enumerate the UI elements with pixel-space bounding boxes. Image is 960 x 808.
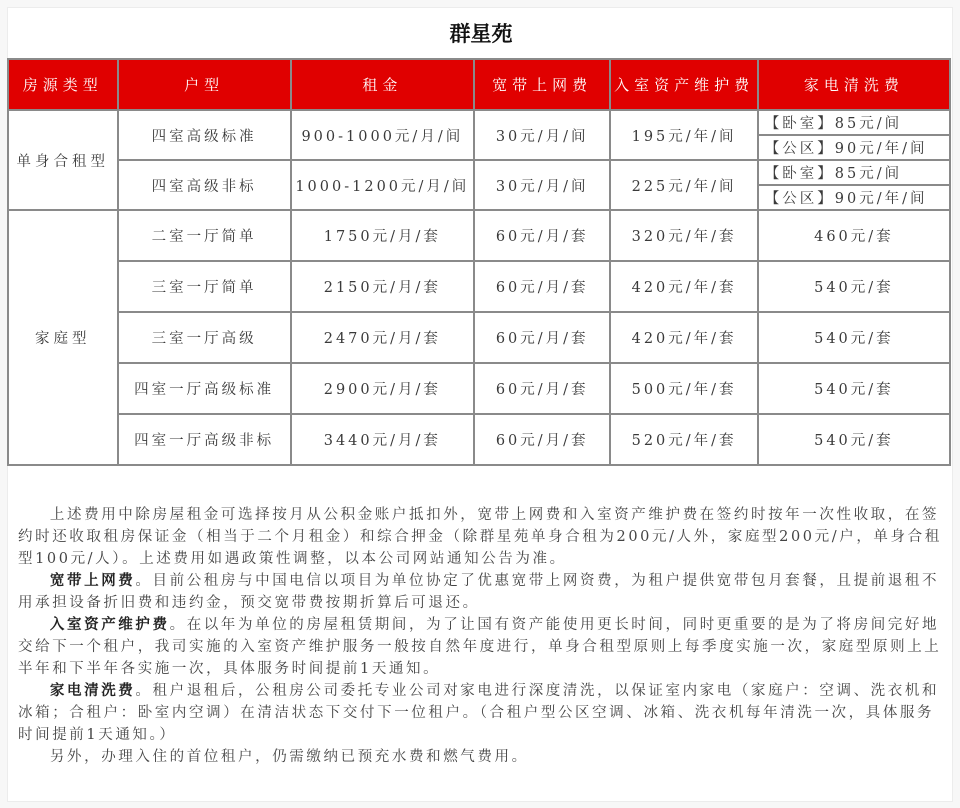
header-cleaning: 家电清洗费: [758, 59, 950, 110]
rent-cell: 2900元/月/套: [291, 363, 474, 414]
table-row: [8, 160, 950, 185]
table-row: [8, 261, 950, 312]
category-cell: 家庭型: [8, 210, 118, 465]
maintenance-cell: 420元/年/套: [610, 261, 757, 312]
unit-type-cell: 四室一厅高级标准: [118, 363, 291, 414]
header-maintenance: 入室资产维护费: [610, 59, 757, 110]
fee-notes: [18, 504, 948, 768]
note-maintenance-text: 。在以年为单位的房屋租赁期间，为了让国有资产能使用更长时间，同时更重要的是为了将房间完好地交给下一个租户，我司实施的入室资产维护服务一般按自然年度进行，单身合租型原则上每季度实施一次，家庭型原则上上半年和下半年各实施一次，具体服务时间提前1天通知。: [18, 617, 942, 677]
cleaning-cell: 460元/套: [758, 210, 950, 261]
maintenance-cell: 500元/年/套: [610, 363, 757, 414]
note-maintenance-label: 入室资产维护费: [49, 616, 170, 633]
unit-type-cell: 三室一厅简单: [118, 261, 291, 312]
maintenance-cell: 420元/年/套: [610, 312, 757, 363]
cleaning-cell: 540元/套: [758, 261, 950, 312]
note-cleaning: [18, 680, 948, 746]
header-broadband: 宽带上网费: [474, 59, 610, 110]
unit-type-cell: 三室一厅高级: [118, 312, 291, 363]
maintenance-cell: 225元/年/间: [610, 160, 757, 210]
header-rent: 租金: [291, 59, 474, 110]
broadband-cell: 60元/月/套: [474, 312, 610, 363]
note-cleaning-label: 家电清洗费: [49, 682, 136, 699]
cleaning-cell: 540元/套: [758, 414, 950, 465]
rent-cell: 1000-1200元/月/间: [291, 160, 474, 210]
note-broadband: [18, 570, 948, 614]
broadband-cell: 60元/月/套: [474, 363, 610, 414]
unit-type-cell: 四室高级标准: [118, 110, 291, 160]
broadband-cell: 30元/月/间: [474, 110, 610, 160]
note-maintenance: [18, 614, 948, 680]
cleaning-cell: 540元/套: [758, 363, 950, 414]
rent-cell: 900-1000元/月/间: [291, 110, 474, 160]
rent-cell: 2150元/月/套: [291, 261, 474, 312]
cleaning-bedroom-cell: 【卧室】85元/间: [758, 160, 950, 185]
rent-cell: 2470元/月/套: [291, 312, 474, 363]
category-cell: 单身合租型: [8, 110, 118, 210]
table-row: [8, 363, 950, 414]
table-header-row: [8, 59, 950, 110]
page-title: 群星苑: [449, 22, 513, 46]
cleaning-common-cell: 【公区】90元/年/间: [758, 185, 950, 210]
broadband-cell: 30元/月/间: [474, 160, 610, 210]
header-unit-type: 户型: [118, 59, 291, 110]
note-utilities: 另外，办理入住的首位租户，仍需缴纳已预充水费和燃气费用。: [49, 749, 529, 765]
note-broadband-text: 。目前公租房与中国电信以项目为单位协定了优惠宽带上网资费，为租户提供宽带包月套餐，且提前退租不用承担设备折旧费和违约金，预交宽带费按期折算后可退还。: [18, 573, 940, 611]
cleaning-bedroom-cell: 【卧室】85元/间: [758, 110, 950, 135]
rent-cell: 3440元/月/套: [291, 414, 474, 465]
broadband-cell: 60元/月/套: [474, 261, 610, 312]
table-row: [8, 210, 950, 261]
cleaning-cell: 540元/套: [758, 312, 950, 363]
table-row: [8, 110, 950, 135]
header-category: 房源类型: [8, 59, 118, 110]
table-row: [8, 414, 950, 465]
unit-type-cell: 四室高级非标: [118, 160, 291, 210]
rent-cell: 1750元/月/套: [291, 210, 474, 261]
note-broadband-label: 宽带上网费: [49, 572, 136, 589]
unit-type-cell: 二室一厅简单: [118, 210, 291, 261]
unit-type-cell: 四室一厅高级非标: [118, 414, 291, 465]
table-row: [8, 312, 950, 363]
cleaning-common-cell: 【公区】90元/年/间: [758, 135, 950, 160]
fee-table: [7, 58, 951, 466]
maintenance-cell: 320元/年/套: [610, 210, 757, 261]
maintenance-cell: 520元/年/套: [610, 414, 757, 465]
broadband-cell: 60元/月/套: [474, 414, 610, 465]
note-cleaning-text: 。租户退租后，公租房公司委托专业公司对家电进行深度清洗，以保证室内家电（家庭户：空调、洗衣机和冰箱；合租户：卧室内空调）在清洁状态下交付下一位租户。（合租户型公区空调、冰箱、洗衣机每年清洗一次，具体服务时间提前1天通知。）: [18, 683, 940, 743]
fee-card: [7, 7, 953, 802]
note-general: 上述费用中除房屋租金可选择按月从公积金账户抵扣外，宽带上网费和入室资产维护费在签约时按年一次性收取，在签约时还收取租房保证金（相当于二个月租金）和综合押金（除群星苑单身合租为200元/人外，家庭型200元/户，单身合租型100元/人）。上述费用如遇政策性调整，以本公司网站通知公告为准。: [18, 507, 942, 567]
maintenance-cell: 195元/年/间: [610, 110, 757, 160]
broadband-cell: 60元/月/套: [474, 210, 610, 261]
